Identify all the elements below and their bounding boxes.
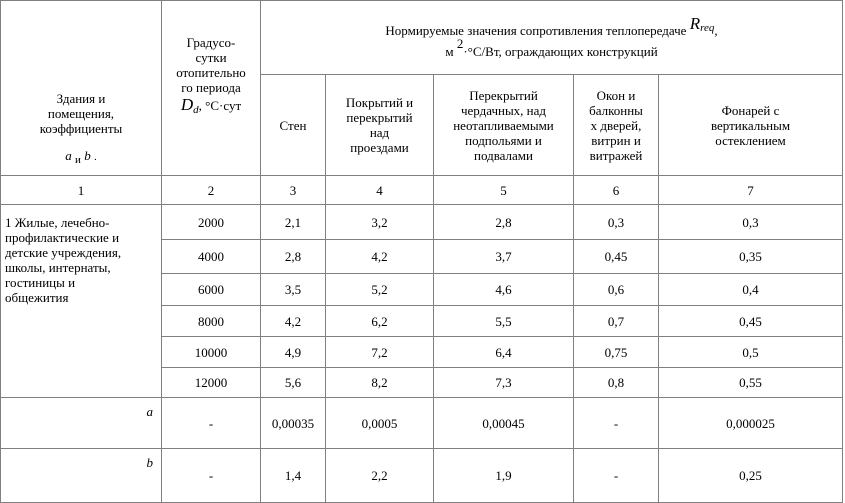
header-attic-line: чердачных, над — [460, 102, 547, 118]
table-cell: 6,4 — [434, 337, 574, 368]
table-cell: - — [574, 449, 659, 503]
table-cell: 1,4 — [261, 449, 326, 503]
dd-subscript: d — [193, 104, 199, 116]
dd-unit: , °С·сут — [198, 98, 242, 113]
col-number: 5 — [434, 176, 574, 205]
table-cell: 8000 — [162, 306, 261, 337]
table-cell: 3,5 — [261, 274, 326, 306]
dd-symbol: D — [180, 95, 194, 114]
table-cell: 7,2 — [326, 337, 434, 368]
table-cell: 0,7 — [574, 306, 659, 337]
table-cell: 10000 — [162, 337, 261, 368]
header-attic-line: Перекрытий — [469, 87, 538, 103]
header-attic-line: подпольями и — [465, 132, 542, 148]
header-skylights-line: остеклением — [715, 132, 786, 148]
header-group — [261, 1, 843, 75]
table-cell: 2,2 — [326, 449, 434, 503]
header-skylights-line: Фонарей с — [721, 102, 780, 118]
building-label-line: детские учреждения, — [5, 245, 122, 260]
table-cell: 5,5 — [434, 306, 574, 337]
table-cell: 6,2 — [326, 306, 434, 337]
table-cell: 0,0005 — [326, 398, 434, 449]
unit-m: м — [445, 44, 454, 59]
table-cell: 1,9 — [434, 449, 574, 503]
header-degree-days — [162, 1, 261, 176]
r-comma: , — [714, 23, 718, 38]
table-cell: 0,45 — [574, 240, 659, 274]
col-number: 6 — [574, 176, 659, 205]
header-walls — [261, 75, 326, 176]
header-windows-line: балконны — [589, 102, 643, 118]
header-buildings — [1, 1, 162, 176]
table-cell: 3,7 — [434, 240, 574, 274]
unit-sup: 2 — [456, 36, 464, 51]
header-group-text2: ·°С/Вт, ограждающих конструкций — [463, 44, 658, 59]
building-label-line: профилактические и — [5, 230, 120, 245]
col-number: 1 — [1, 176, 162, 205]
header-buildings-line3: коэффициенты — [39, 121, 123, 136]
table-cell: 12000 — [162, 368, 261, 398]
coef-a-symbol: a — [65, 148, 72, 163]
coef-a-label-text: a — [146, 404, 153, 419]
col-number: 3 — [261, 176, 326, 205]
table-cell: 6000 — [162, 274, 261, 306]
header-degree-days-line2: сутки — [195, 50, 227, 65]
coef-b-row — [1, 449, 843, 503]
table-cell: 0,00035 — [261, 398, 326, 449]
table-cell: 0,75 — [574, 337, 659, 368]
table-cell: 0,25 — [659, 449, 843, 503]
table-cell: 2,8 — [434, 205, 574, 240]
header-roofs-line: проездами — [350, 140, 409, 155]
header-skylights — [659, 75, 843, 176]
table-cell: 2000 — [162, 205, 261, 240]
header-roofs-line: Покрытий и — [345, 95, 414, 110]
header-windows — [574, 75, 659, 176]
header-windows-line: витражей — [589, 147, 643, 163]
col-number: 7 — [659, 176, 843, 205]
and-word: и — [75, 154, 81, 166]
table-row — [1, 205, 843, 240]
table-cell: 4000 — [162, 240, 261, 274]
header-windows-line: х дверей, — [590, 117, 642, 133]
col-number: 2 — [162, 176, 261, 205]
header-group-text1: Нормируемые значения сопротивления теплопередаче — [385, 23, 687, 38]
header-attic-line: подвалами — [474, 147, 533, 163]
coef-a-label — [1, 398, 162, 449]
table-cell: 0,000025 — [659, 398, 843, 449]
coef-b-label — [1, 449, 162, 503]
column-numbers-row — [1, 176, 843, 205]
coef-b-label-text: b — [146, 455, 153, 470]
table-cell: 0,3 — [574, 205, 659, 240]
building-type-cell — [1, 205, 162, 398]
r-subscript: req — [700, 22, 715, 34]
header-roofs — [326, 75, 434, 176]
table-cell: 5,2 — [326, 274, 434, 306]
header-buildings-line1: Здания и — [56, 91, 106, 106]
table-cell: 4,9 — [261, 337, 326, 368]
dot: . — [93, 151, 97, 163]
table-cell: - — [574, 398, 659, 449]
header-roofs-line: над — [369, 125, 390, 140]
header-windows-line: витрин и — [591, 132, 641, 148]
table-cell: 2,1 — [261, 205, 326, 240]
table-cell: 0,3 — [659, 205, 843, 240]
header-buildings-line2: помещения, — [47, 106, 115, 121]
table-cell: 0,8 — [574, 368, 659, 398]
header-degree-days-line1: Градусо- — [186, 35, 236, 50]
table-cell: 0,5 — [659, 337, 843, 368]
table-cell: - — [162, 449, 261, 503]
header-windows-line: Окон и — [596, 87, 636, 103]
coef-a-row — [1, 398, 843, 449]
building-label-line: 1 Жилые, лечебно- — [5, 215, 110, 230]
table-cell: 4,2 — [261, 306, 326, 337]
building-label-line: общежития — [5, 290, 69, 305]
table-cell: 4,2 — [326, 240, 434, 274]
table-cell: 0,45 — [659, 306, 843, 337]
table-cell: 0,35 — [659, 240, 843, 274]
table-cell: 8,2 — [326, 368, 434, 398]
header-skylights-line: вертикальным — [710, 117, 791, 133]
table-cell: 0,00045 — [434, 398, 574, 449]
r-symbol: R — [689, 14, 701, 33]
table-cell: 5,6 — [261, 368, 326, 398]
header-degree-days-line3: отопительно — [176, 65, 246, 80]
header-attic-line: неотапливаемыми — [453, 117, 554, 133]
table-cell: 3,2 — [326, 205, 434, 240]
header-walls-line: Стен — [279, 117, 307, 133]
building-label-line: гостиницы и — [5, 275, 76, 290]
table-cell: 0,55 — [659, 368, 843, 398]
table-cell: 4,6 — [434, 274, 574, 306]
building-label-line: школы, интернаты, — [5, 260, 111, 275]
table-cell: - — [162, 398, 261, 449]
coef-b-symbol: b — [84, 148, 91, 163]
table-cell: 2,8 — [261, 240, 326, 274]
header-roofs-line: перекрытий — [346, 110, 413, 125]
table-cell: 0,6 — [574, 274, 659, 306]
table-cell: 0,4 — [659, 274, 843, 306]
table-cell: 7,3 — [434, 368, 574, 398]
header-degree-days-line4: го периода — [181, 80, 241, 95]
col-number: 4 — [326, 176, 434, 205]
header-attic-floors — [434, 75, 574, 176]
